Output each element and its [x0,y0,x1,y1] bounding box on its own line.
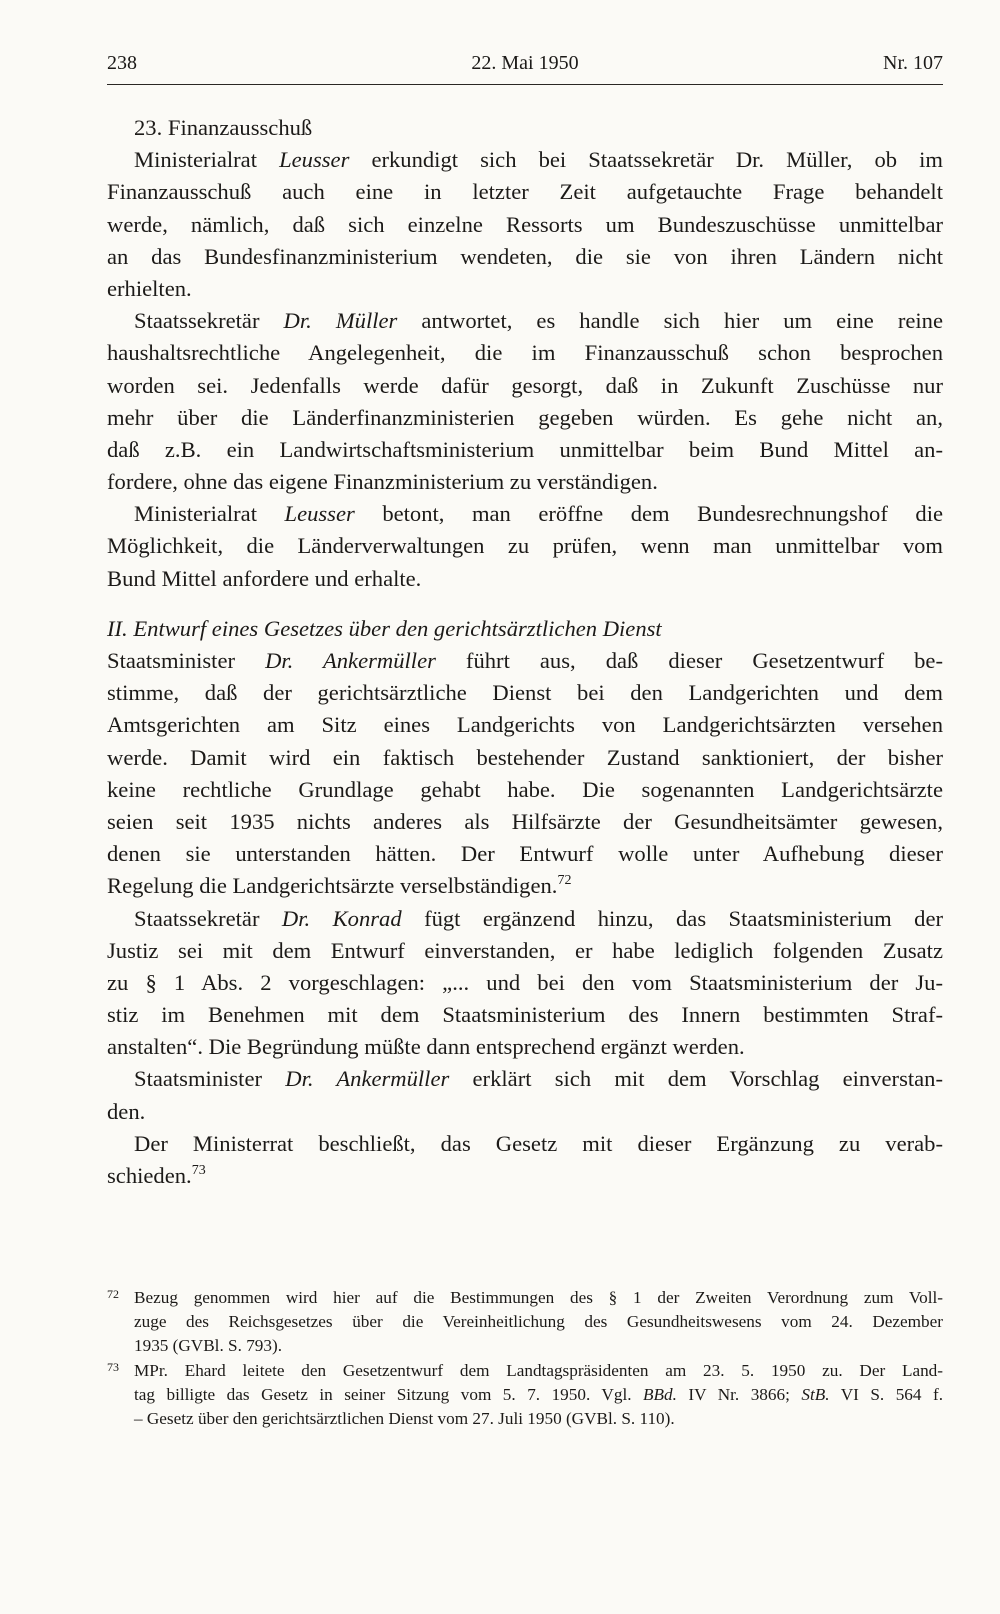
main-text [107,112,943,1192]
text-line: Justiz sei mit dem Entwurf einverstanden, er habe lediglich folgenden Zusatz [107,937,943,963]
footnote-line: MPr. Ehard leitete den Gesetzentwurf dem Landtagspräsidenten am 23. 5. 1950 zu. Der Land- [134,1360,943,1380]
text-line: keine rechtliche Grundlage gehabt habe. Die sogenannten Landgerichtsärzte [107,776,943,802]
text-line: Staatsminister Dr. Ankermüller erklärt sich mit dem Vorschlag einverstan- [134,1066,943,1092]
text-line: mehr über die Länderfinanzministerien gegeben würden. Es gehe nicht an, [107,404,943,430]
text-line: Staatsminister Dr. Ankermüller führt aus, daß dieser Gesetzentwurf be- [107,648,943,673]
paragraph-leusser-remark [107,498,943,595]
text-line: Finanzausschuß auch eine in letzter Zeit aufgetauchte Frage behandelt [107,179,943,205]
footnote-line: Bezug genommen wird hier auf die Bestimmungen des § 1 der Zweiten Verordnung zum Voll- [134,1288,943,1307]
footnote-line: tag billigte das Gesetz in seiner Sitzung vom 5. 7. 1950. Vgl. BBd. IV Nr. 3866; StB. VI S. 564 f. [134,1384,943,1404]
footnote-line: 1935 (GVBl. S. 793). [134,1336,283,1356]
text-line: Ministerialrat Leusser betont, man eröffne dem Bundesrechnungshof die [134,501,943,527]
text-line: Der Ministerrat beschließt, das Gesetz mit dieser Ergänzung zu verab- [134,1130,943,1156]
text-line: haushaltsrechtliche Angelegenheit, die im Finanzausschuß schon besprochen [107,340,943,366]
paragraph-mueller-answer [107,305,943,498]
text-line: Ministerialrat Leusser erkundigt sich bei Staatssekretär Dr. Müller, ob im [134,147,943,173]
person-name: Dr. Ankermüller [285,1066,450,1092]
text-line: anstalten“. Die Begründung müßte dann entsprechend ergänzt werden. [107,1034,745,1060]
text-line: fordere, ohne das eigene Finanzministerium zu verständigen. [107,469,658,495]
text-line: den. [107,1098,146,1124]
footnote-ref-72: 72 [557,873,572,889]
footnote-number: 72 [107,1287,119,1301]
paragraph-ankermueller-agreement [107,1063,943,1127]
footnote-line: – Gesetz über den gerichtsärztlichen Dienst vom 27. Juli 1950 (GVBl. S. 110). [134,1408,675,1428]
text-line: daß z.B. ein Landwirtschaftsministerium unmittelbar beim Bund Mittel an- [107,436,943,462]
text-line: zu § 1 Abs. 2 vorgeschlagen: „... und bei den vom Staatsministerium der Ju- [107,969,943,995]
footnote-line: zuge des Reichsgesetzes über die Vereinheitlichung des Gesundheitswesens vom 24. Dezember [134,1312,943,1332]
text-line: schieden.$^{73}$ [107,1163,206,1188]
text-line: stiz im Benehmen mit dem Staatsministerium des Innern bestimmten Straf- [107,1002,943,1028]
paragraph-leusser-question [107,144,943,305]
paragraph-decision [107,1128,943,1192]
footnote-number: 73 [107,1359,119,1374]
text-line: an das Bundesfinanzministerium wendeten, die sie von ihren Ländern nicht [107,243,943,269]
person-name: Dr. Konrad [281,905,402,931]
footnote-ref-73: 73 [191,1163,206,1178]
person-name: Leusser [279,147,350,173]
text-line: werde. Damit wird ein faktisch bestehender Zustand sanktioniert, der bisher [107,744,943,770]
text-line: Bund Mittel anfordere und erhalte. [107,565,422,591]
document-number: Nr. 107 [883,52,943,74]
text-line: Staatssekretär Dr. Konrad fügt ergänzend hinzu, das Staatsministerium der [134,905,943,931]
text-line: denen sie unterstanden hätten. Der Entwurf wolle unter Aufhebung dieser [107,841,943,867]
footnote-72 [107,1286,943,1359]
text-line: Staatssekretär Dr. Müller antwortet, es handle sich hier um eine reine [134,308,943,334]
text-line: werde, nämlich, daß sich einzelne Ressorts um Bundeszuschüsse unmittelbar [107,211,943,237]
text-line: Regelung die Landgerichtsärzte verselbständigen.$^{72}$ [107,873,572,899]
person-name: Leusser [284,501,355,527]
text-line: seien seit 1935 nichts anderes als Hilfsärzte der Gesundheitsämter gewesen, [107,808,943,834]
text-line: Amtsgerichten am Sitz eines Landgerichts von Landgerichtsärzten versehen [107,712,943,738]
person-name: Dr. Ankermüller [265,648,436,673]
footnote-73 [107,1359,943,1432]
paragraph-konrad-addition [107,903,943,1064]
person-name: Dr. Müller [283,308,398,334]
text-line: Möglichkeit, die Länderverwaltungen zu prüfen, wenn man unmittelbar vom [107,533,943,559]
footnotes [107,1286,943,1431]
section-II-title: II. Entwurf eines Gesetzes über den gerichtsärztlichen Dienst [107,615,662,641]
text-line: worden sei. Jedenfalls werde dafür gesorgt, daß in Zukunft Zuschüsse nur [107,372,943,398]
page-number: 238 [107,52,137,74]
running-header [107,50,943,85]
paragraph-ankermueller-explanation [107,645,943,903]
text-line: erhielten. [107,275,192,301]
header-date: 22. Mai 1950 [471,52,579,74]
section-23-title: 23. Finanzausschuß [134,115,313,140]
text-line: stimme, daß der gerichtsärztliche Dienst bei den Landgerichten und dem [107,680,943,706]
